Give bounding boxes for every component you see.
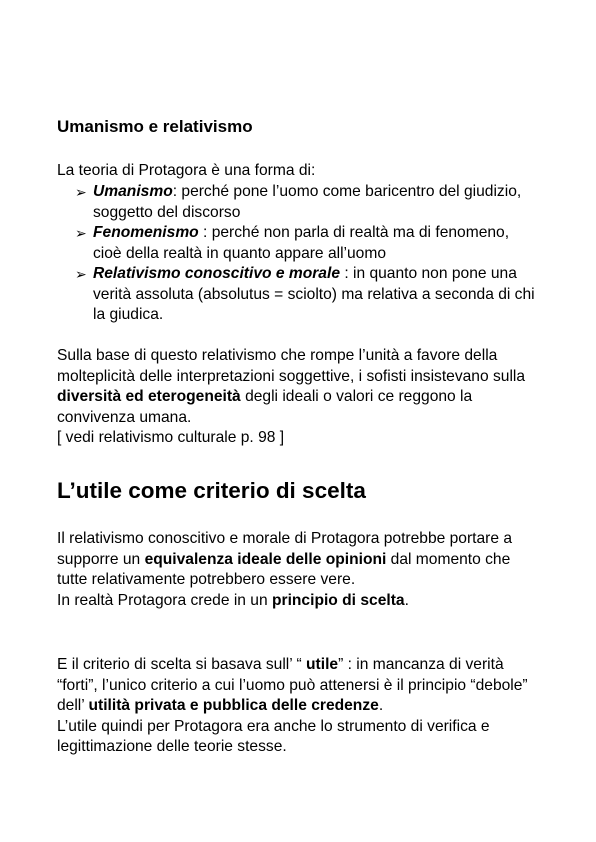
paragraph-text: degli ideali o valori ce reggono la convivenza umana. [57,388,473,426]
list-item-term: Umanismo [93,183,173,200]
paragraph-text: . [404,591,409,609]
paragraph-text: dal momento che tutte relativamente potrebbero essere vere. [57,550,511,588]
paragraph-text: Il relativismo conoscitivo e morale di Protagora potrebbe portare a supporre un [57,530,513,568]
paragraph-relativismo [57,346,537,449]
paragraph-text: Sulla base di questo relativismo che rompe l’unità a favore della molteplicità delle interpretazioni soggettive, i sofisti insistevano sulla [57,347,526,385]
paragraph-criterio [57,655,537,758]
emphasis-text: equivalenza ideale delle opinioni [144,550,387,568]
arrow-bullet-icon: ➢ [75,266,87,282]
emphasis-text: principio di scelta [271,591,405,609]
bullet-list [57,182,537,326]
list-item [57,182,537,223]
list-item [57,223,537,264]
section-heading-utile: L’utile come criterio di scelta [57,478,366,503]
arrow-bullet-icon: ➢ [75,225,87,241]
intro-text: La teoria di Protagora è una forma di: [57,162,316,179]
emphasis-text: diversità ed eterogeneità [57,388,241,405]
paragraph-text: L’utile quindi per Protagora era anche lo strumento di verifica e legittimazione delle teorie stesse. [57,717,490,755]
arrow-bullet-icon: ➢ [75,184,87,200]
list-item [57,264,537,326]
list-item-text: : in quanto non pone una verità assoluta (absolutus = sciolto) ma relativa a seconda di chi la giudica. [93,265,535,323]
paragraph-text: ” : in mancanza di verità “forti”, l’unico criterio a cui l’uomo può attenersi è il principio “debole” dell’ [57,656,528,714]
section-heading-umanismo: Umanismo e relativismo [57,117,253,136]
paragraph-text: E il criterio di scelta si basava sull’ “ [57,656,307,673]
paragraph-equivalenza [57,529,537,611]
emphasis-text: utilità privata e pubblica delle credenze [88,697,379,714]
cross-reference: [ vedi relativismo culturale p. 98 ] [57,429,285,446]
emphasis-text: utile [306,656,339,673]
list-item-text: : perché pone l’uomo come baricentro del giudizio, soggetto del discorso [93,183,522,221]
paragraph-text: . [378,697,384,714]
paragraph-text: In realtà Protagora crede in un [57,591,272,609]
list-item-text: : perché non parla di realtà ma di fenomeno, cioè della realtà in quanto appare all’uomo [93,224,510,262]
list-item-term: Relativismo conoscitivo e morale [93,265,340,282]
list-item-term: Fenomenismo [93,224,199,241]
